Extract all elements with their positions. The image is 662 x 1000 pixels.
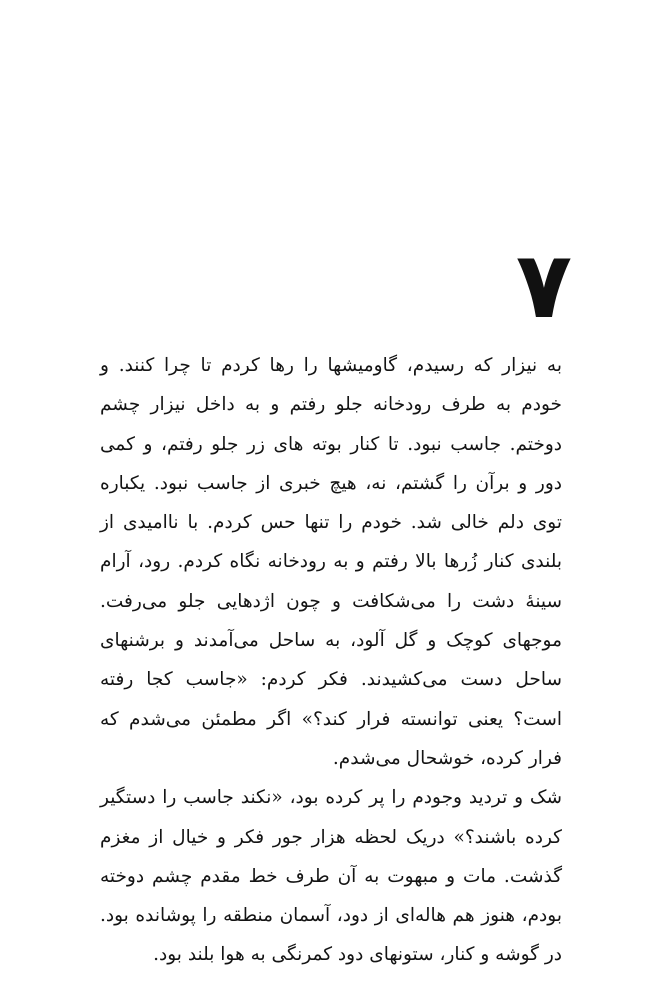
chapter-text: [100, 346, 562, 975]
paragraph-2: شک و تردید وجودم را پر کرده بود، «نکند جاسب را دستگیر کرده باشند؟» دریک لحظه هزار جور فکر و خیال از مغزم گذشت. مات و مبهوت به آن طرف خط مقدم چشم دوخته بودم، هنوز هم هاله‌ای از دود، آسمان منطقه را پوشانده بود. در گوشه و کنار، ستونهای دود کمرنگی به هوا بلند بود.: [100, 787, 562, 966]
chapter-number: ۷: [515, 232, 572, 339]
paragraph-1: به نیزار که رسیدم، گاومیشها را رها کردم تا چرا کنند. و خودم به طرف رودخانه جلو رفتم و به داخل نیزار چشم دوختم. جاسب نبود. تا کنار بوته های زر جلو رفتم، و کمی دور و برآن را گشتم، نه، هیچ خبری از جاسب نبود. یکباره توی دلم خالی شد. خودم را تنها حس کردم. با ناامیدی از بلندی کنار زُرها بالا رفتم و به رودخانه نگاه کردم. رود، آرام سینهٔ دشت را می‌شکافت و چون اژدهایی جلو می‌رفت. موجهای کوچک و گل آلود، به ساحل می‌آمدند و برشنهای ساحل دست می‌کشیدند. فکر کردم: «جاسب کجا رفته است؟ یعنی توانسته فرار کند؟» اگر مطمئن می‌شدم که فرار کرده، خوشحال می‌شدم.: [100, 355, 562, 769]
